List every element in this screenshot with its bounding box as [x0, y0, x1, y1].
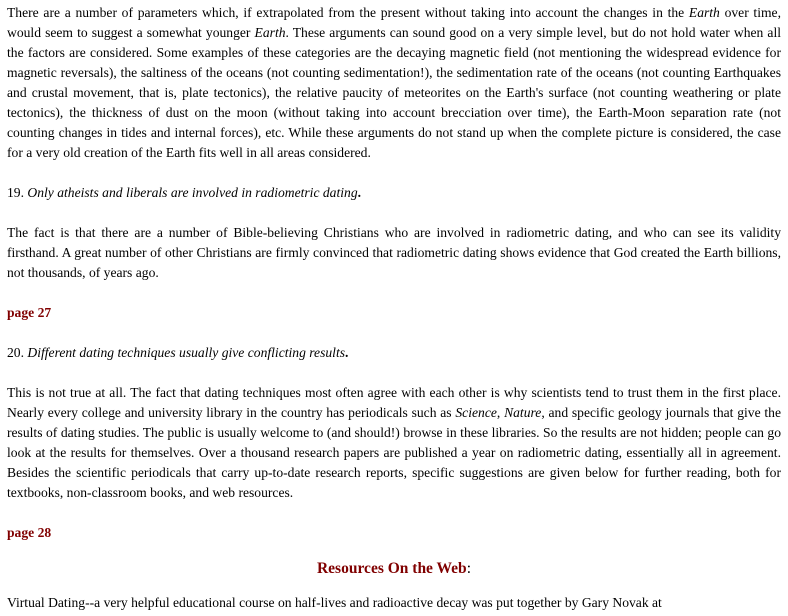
- page-marker-27: page 27: [7, 305, 52, 320]
- paragraph-dating-agreement: This is not true at all. The fact that dating techniques most often agree with each other is why scientists tend to trust them in the first place. Nearly every college and university library in the country has periodicals such as Science, Nature, and specific geology journals that give the results of dating studies. The public is usually welcome to (and should!) browse in these libraries. So the results are not hidden; people can go look at the results for themselves. Over a thousand research papers are published a year on radiometric dating, essentially all in agreement. Besides the scientific periodicals that carry up-to-date research reports, specific suggestions are given below for further reading, both for textbooks, non-classroom books, and web resources.: [7, 385, 781, 500]
- paragraph-virtual-dating: Virtual Dating--a very helpful educational course on half-lives and radioactive decay was put together by Gary Novak at: [7, 595, 662, 610]
- document-body: [0, 3, 788, 613]
- section-heading-resources: Resources On the Web:: [316, 560, 471, 577]
- question-19: 19. Only atheists and liberals are involved in radiometric dating.: [7, 185, 362, 200]
- paragraph-young-earth-arguments: There are a number of parameters which, if extrapolated from the present without taking into account the changes in the Earth over time, would seem to suggest a somewhat younger Earth. These arguments can sound good on a very simple level, but do not hold water when all the factors are considered. Some examples of these categories are the decaying magnetic field (not mentioning the widespread evidence for magnetic reversals), the saltiness of the oceans (not counting sedimentation!), the sedimentation rate of the oceans (not counting Earthquakes and crustal movement, that is, plate tectonics), the relative paucity of meteorites on the Earth's surface (not counting weathering or plate tectonics), the thickness of dust on the moon (without taking into account brecciation over time), the Earth-Moon separation rate (not counting changes in tides and internal forces), etc. While these arguments do not stand up when the complete picture is considered, the case for a very old creation of the Earth fits well in all areas considered.: [7, 5, 781, 160]
- question-20: 20. Different dating techniques usually give conflicting results.: [7, 345, 349, 360]
- paragraph-christians-dating: The fact is that there are a number of Bible-believing Christians who are involved in radiometric dating, and who can see its validity firsthand. A great number of other Christians are firmly convinced that radiometric dating shows evidence that God created the Earth billions, not thousands, of years ago.: [7, 225, 781, 280]
- page-marker-28: page 28: [7, 525, 52, 540]
